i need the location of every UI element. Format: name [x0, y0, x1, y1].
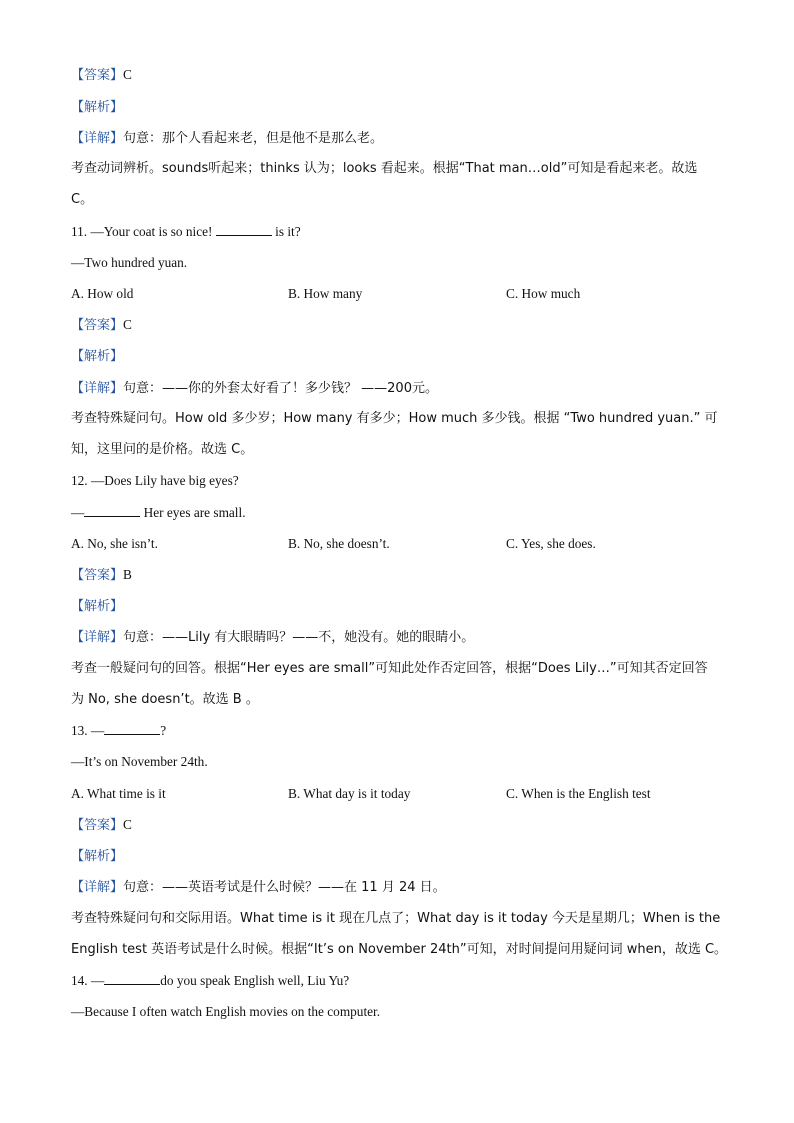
analysis-label: 【解析】 — [71, 849, 124, 864]
question-stem — [71, 223, 724, 241]
detail-label: 【详解】 — [71, 131, 124, 146]
question-reply: —Two hundred yuan. — [71, 255, 188, 270]
explanation-line: English test 英语考试是什么时候。根据“It’s on November 24th”可知，对时间提问用疑问词 when，故选 C。 — [71, 942, 728, 957]
explanation-line: 知，这里问的是价格。故选 C。 — [71, 442, 254, 457]
answer-blank — [104, 973, 160, 985]
answer-label: 【答案】 — [71, 818, 124, 833]
analysis-line — [71, 597, 724, 616]
answer-label: 【答案】 — [71, 318, 124, 333]
option-b: B. How many — [288, 286, 363, 301]
detail-line — [71, 379, 724, 398]
explanation-line: 考查特殊疑问句。How old 多少岁；How many 有多少；How much 多少钱。根据 “Two hundred yuan.” 可 — [71, 411, 718, 426]
detail-text: 句意：——英语考试是什么时候？——在 11 月 24 日。 — [123, 880, 446, 895]
answer-blank — [216, 224, 272, 236]
answer-blank — [84, 505, 140, 517]
explanation-line: 为 No, she doesn’t。故选 B 。 — [71, 692, 259, 707]
answer-line — [71, 816, 724, 835]
analysis-label: 【解析】 — [71, 100, 124, 115]
option-a: A. No, she isn’t. — [71, 536, 158, 551]
option-c: C. How much — [506, 286, 581, 301]
analysis-line — [71, 347, 724, 366]
reply-dash: — — [71, 505, 85, 520]
detail-text: 句意：——Lily 有大眼睛吗？——不，她没有。她的眼睛小。 — [123, 630, 475, 645]
option-c: C. Yes, she does. — [506, 536, 596, 551]
question-reply — [71, 504, 724, 522]
answer-value: B — [123, 567, 132, 582]
option-c: C. When is the English test — [506, 786, 651, 801]
question-stem: 12. —Does Lily have big eyes? — [71, 473, 239, 488]
option-a: A. How old — [71, 286, 134, 301]
detail-line — [71, 129, 724, 148]
stem-text: ? — [160, 723, 167, 738]
explanation-line: 考查动词辨析。sounds听起来；thinks 认为；looks 看起来。根据“That man…old”可知是看起来老。故选 — [71, 161, 698, 176]
answer-value: C — [123, 817, 132, 832]
stem-text: is it? — [275, 224, 301, 239]
question-stem — [71, 722, 724, 740]
detail-label: 【详解】 — [71, 880, 124, 895]
analysis-label: 【解析】 — [71, 599, 124, 614]
answer-blank — [104, 723, 160, 735]
answer-label: 【答案】 — [71, 68, 124, 83]
analysis-line — [71, 847, 724, 866]
option-b: B. What day is it today — [288, 786, 411, 801]
detail-label: 【详解】 — [71, 381, 124, 396]
stem-text: 13. — — [71, 723, 105, 738]
question-stem — [71, 972, 724, 990]
explanation-line: 考查一般疑问句的回答。根据“Her eyes are small”可知此处作否定回答，根据“Does Lily…”可知其否定回答 — [71, 661, 708, 676]
answer-label: 【答案】 — [71, 568, 124, 583]
option-b: B. No, she doesn’t. — [288, 536, 390, 551]
analysis-line — [71, 98, 724, 117]
option-a: A. What time is it — [71, 786, 166, 801]
answer-value: C — [123, 317, 132, 332]
detail-label: 【详解】 — [71, 630, 124, 645]
answer-line — [71, 316, 724, 335]
explanation-line: 考查特殊疑问句和交际用语。What time is it 现在几点了；What day is it today 今天是星期几；When is the — [71, 911, 721, 926]
explanation-line: C。 — [71, 192, 94, 207]
answer-value: C — [123, 67, 132, 82]
reply-text: Her eyes are small. — [143, 505, 246, 520]
question-reply: —Because I often watch English movies on the computer. — [71, 1004, 381, 1019]
stem-text: 11. —Your coat is so nice! — [71, 224, 213, 239]
answer-line — [71, 66, 724, 85]
detail-text: 句意：——你的外套太好看了！多少钱？ ——200元。 — [123, 381, 438, 396]
stem-text: do you speak English well, Liu Yu? — [160, 973, 350, 988]
answer-line — [71, 566, 724, 585]
detail-line — [71, 878, 724, 897]
detail-text: 句意：那个人看起来老，但是他不是那么老。 — [123, 131, 384, 146]
detail-line — [71, 628, 724, 647]
question-reply: —It’s on November 24th. — [71, 754, 208, 769]
analysis-label: 【解析】 — [71, 349, 124, 364]
stem-text: 14. — — [71, 973, 105, 988]
